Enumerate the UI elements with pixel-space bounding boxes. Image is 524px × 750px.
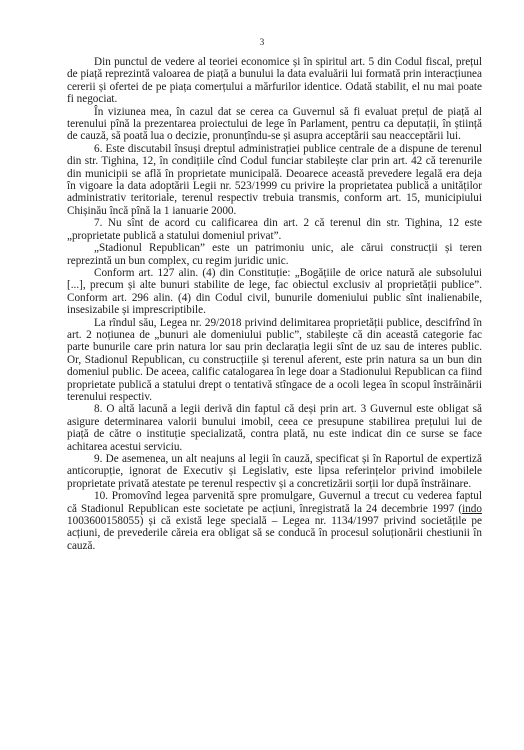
document-body [67, 56, 482, 552]
paragraph-point-10-end: 1003600158055) și că există lege specială – Legea nr. 1134/1997 privind societățile pe acțiuni, de prevederile căreia era obligat să se conducă în procesul soluționării chestiunii în cauză. [67, 515, 482, 552]
paragraph-point-10-start: 10. Promovînd legea parvenită spre promulgare, Guvernul a trecut cu vederea faptul că Stadionul Republican este societate pe acțiuni, înregistrată la 24 decembrie 1997 ( [67, 490, 482, 515]
underlined-word-indo: indo [462, 502, 482, 515]
paragraph-stadium-patrimony: „Stadionul Republican” este un patrimoniu unic, ale cărui construcții și teren reprezintă un bun complex, cu regim juridic unic. [67, 242, 482, 267]
paragraph-point-7: 7. Nu sînt de acord cu calificarea din art. 2 că terenul din str. Tighina, 12 este „proprietate publică a statului domeniul privat”. [67, 217, 482, 242]
paragraph-point-10 [67, 490, 482, 552]
paragraph-point-9: 9. De asemenea, un alt neajuns al legii în cauză, specificat și în Raportul de expertiză anticorupție, ignorat de Executiv și Legislativ, este lipsa referințelor privind imobilele proprietate privată atestate pe terenul respectiv și a concretizării sorții lor după înstrăinare. [67, 453, 482, 490]
paragraph-government-evaluation: În viziunea mea, în cazul dat se cerea ca Guvernul să fi evaluat prețul de piață al terenului pînă la prezentarea proiectului de lege în Parlament, pentru ca deputații, în știință de cauză, să poată lua o decizie, pronunțîndu-se și asupra acceptării sau neacceptării lui. [67, 105, 482, 143]
paragraph-point-6: 6. Este discutabil însuși dreptul administrației publice centrale de a dispune de terenul din str. Tighina, 12, în condițiile cînd Codul funciar stabilește clar prin art. 42 că terenurile din municipii se află în proprietate municipală. Deoarece această prevedere legală era deja în vigoare la data adoptării Legii nr. 523/1999 cu privire la proprietatea publică a unităților administrativ teritoriale, terenul respectiv trebuia transmis, conform art. 15, municipiului Chișinău încă pînă la 1 ianuarie 2000. [67, 142, 482, 217]
paragraph-market-price-definition: Din punctul de vedere al teoriei economice și în spiritul art. 5 din Codul fiscal, prețul de piață reprezintă valoarea de piață a bunului la data evaluării lui formată prin interacțiunea cererii și ofertei de pe piața comerțului a mărfurilor identice. Odată stabilit, el nu mai poate fi negociat. [67, 56, 482, 106]
paragraph-law-29-2018: La rîndul său, Legea nr. 29/2018 privind delimitarea proprietății publice, descifrînd în art. 2 noțiunea de „bunuri ale domeniului public”, stabilește că din această categorie fac parte bunurile care prin natura lor sau prin declarația legii sînt de uz sau de interes public. Or, Stadionul Republican, cu construcțiile și terenul aferent, este prin natura sa un bun din domeniul public. De aceea, calific catalogarea în lege doar a Stadionului Republican ca fiind proprietate publică a statului drept o tentativă stîngace de a ocoli legea în scopul înstrăinării terenului respectiv. [67, 316, 482, 403]
paragraph-point-8: 8. O altă lacună a legii derivă din faptul că deși prin art. 3 Guvernul este obligat să asigure determinarea valorii bunului imobil, ceea ce presupune stabilirea prețului lui de piață de către o instituție specializată, contra plată, nu este indicat din ce surse se face achitarea acestui serviciu. [67, 403, 482, 453]
paragraph-constitution-reference: Conform art. 127 alin. (4) din Constituție: „Bogățiile de orice natură ale subsolului [...], precum și alte bunuri stabilite de lege, fac obiectul exclusiv al proprietății publice”. Conform art. 296 alin. (4) din Codul civil, bunurile domeniului public sînt inalienabile, insesizabile și imprescriptibile. [67, 266, 482, 317]
page-number: 3 [259, 37, 265, 47]
